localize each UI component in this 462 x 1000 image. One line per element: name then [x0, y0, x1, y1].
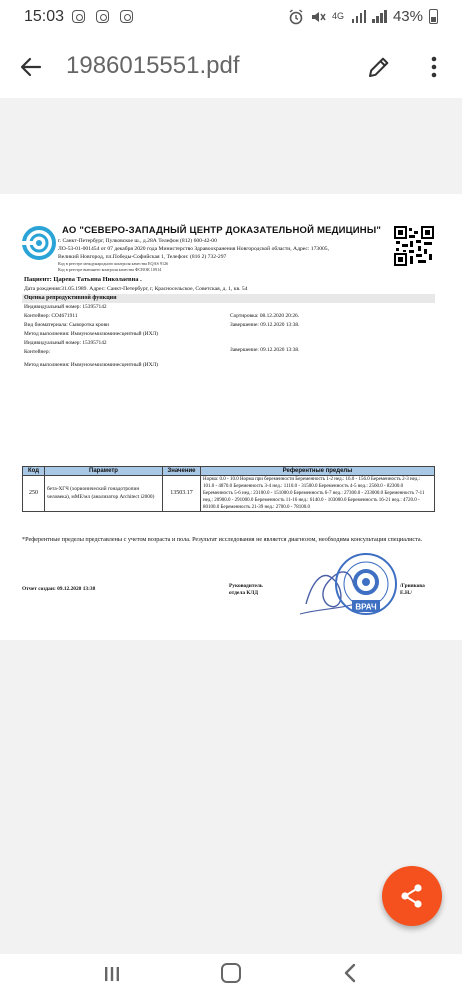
share-icon: [399, 883, 425, 909]
org-address: г. Санкт-Петербург, Пулковское ш., д.28А Телефон (812) 600-42-00 ЛО-53-01-001454 от 07 декабря 2020 года Министерство Здравоохранения Новгородской области, Адрес: 173005, Великий Новгород, пл.Победы-Софийская 1, Телефон: (816 2) 732-297: [58, 238, 329, 260]
status-bar: [0, 0, 462, 36]
results-table: [22, 466, 435, 512]
table-row: [23, 476, 435, 512]
column-header: Параметр: [45, 467, 163, 476]
recent-apps-icon[interactable]: [104, 966, 120, 982]
meta-container: Контейнер:: [24, 349, 51, 355]
meta-ind-number: Индивидуальный номер: 153957142: [24, 304, 107, 310]
clinic-logo-icon: [22, 226, 56, 260]
stamp-signature: [292, 552, 400, 630]
cell-parameter: бета-ХГЧ (хорионический гонадотропин человека), мМЕ/мл (анализатор Architect i2000): [45, 476, 163, 512]
network-type: 4G: [331, 11, 344, 21]
instagram-icon: [96, 10, 109, 23]
back-icon[interactable]: [342, 963, 358, 983]
status-time: 15:03: [24, 8, 65, 25]
meta-container: Контейнер: СО4671911: [24, 313, 78, 319]
pdf-page: [0, 194, 462, 640]
share-button[interactable]: [382, 866, 442, 926]
org-name: АО "СЕВЕРО-ЗАПАДНЫЙ ЦЕНТР ДОКАЗАТЕЛЬНОЙ МЕДИЦИНЫ": [62, 225, 382, 236]
cell-reference: Норма: 0.0 - 10.0 Норма при беременности Беременность 1-2 нед.: 16.0 - 156.0 Беременность 2-3 нед.: 101.0 - 4870.0 Беременность 3-4 нед.: 1110.0 - 31500.0 Беременность 4-5 нед.: 2560.0 - 82300.0 Беременность 5-6 нед.: 23100.0 - 151000.0 Беременность 6-7 нед.: 27300.0 - 233000.0 Беременность 7-11 нед.: 20900.0 - 291000.0 Беременность 11-16 нед.: 6140.0 - 103000.0 Беременность 16-21 нед.: 4720.0 - 80100.0 Беременность 21-39 нед.: 2700.0 - 78100.0: [201, 476, 435, 512]
meta-ind-number: Индивидуальный номер: 153957142: [24, 340, 107, 346]
section-title: Оценка репродуктивной функции: [22, 294, 435, 303]
more-vert-icon[interactable]: [424, 56, 444, 78]
patient-birth-address: Дата рождения:31.05.1989. Адрес: Санкт-Петербург, г, Красносельское, Советская, д. 1, кв. 54: [24, 286, 248, 292]
qr-code: [394, 226, 434, 266]
meta-completion: Завершение: 09.12.2020 13:38.: [230, 347, 300, 353]
pdf-viewer[interactable]: [0, 98, 462, 954]
alarm-icon: [288, 9, 304, 25]
column-header: Код: [23, 467, 45, 476]
stamp-text: ВРАЧ: [355, 602, 377, 612]
file-title: 1986015551.pdf: [66, 52, 240, 79]
meta-completion: Завершение: 09.12.2020 13:38.: [230, 322, 300, 328]
meta-method: Метод выполнения: Иммунохемилюминесцентный (ИХЛ): [24, 331, 158, 337]
mute-icon: [310, 9, 326, 25]
instagram-icon: [72, 10, 85, 23]
registry-codes: Код в реестре международного контроля качества EQAS 9126 Код в реестре внешнего контроля качества ФСВОК 10914: [58, 261, 169, 272]
meta-biomaterial: Вид биоматериала: Сыворотка крови: [24, 322, 109, 328]
cell-value: 13503.17: [163, 476, 201, 512]
instagram-icon: [120, 10, 133, 23]
meta-sorting: Сортировка: 08.12.2020 20:26.: [230, 313, 300, 319]
navigation-bar: [0, 954, 462, 1000]
home-icon[interactable]: [221, 963, 241, 983]
patient-name: Пациент: Царева Татьяна Николаевна .: [24, 276, 142, 283]
column-header: Значение: [163, 467, 201, 476]
app-bar: [0, 36, 462, 98]
back-arrow-icon[interactable]: [20, 56, 42, 78]
head-name: /Гриякова Е.Н./: [400, 583, 425, 596]
status-indicators: [288, 8, 438, 25]
signal-icon: [372, 10, 387, 23]
signal-icon: [352, 10, 367, 23]
edit-pencil-icon[interactable]: [366, 54, 392, 80]
table-header-row: [23, 467, 435, 476]
reference-note: *Референтные пределы представлены с учетом возраста и пола. Результат исследования не является диагнозом, необходима консультация специалиста.: [22, 536, 423, 543]
battery-percent: 43%: [392, 8, 423, 25]
column-header: Референтные пределы: [201, 467, 435, 476]
head-label: Руководитель отдела КЛД: [229, 583, 263, 596]
report-created: Отчет создан: 09.12.2020 13:38: [22, 586, 96, 592]
cell-code: 250: [23, 476, 45, 512]
meta-method: Метод выполнения: Иммунохемилюминесцентный (ИХЛ): [24, 362, 158, 368]
battery-icon: [429, 9, 438, 24]
